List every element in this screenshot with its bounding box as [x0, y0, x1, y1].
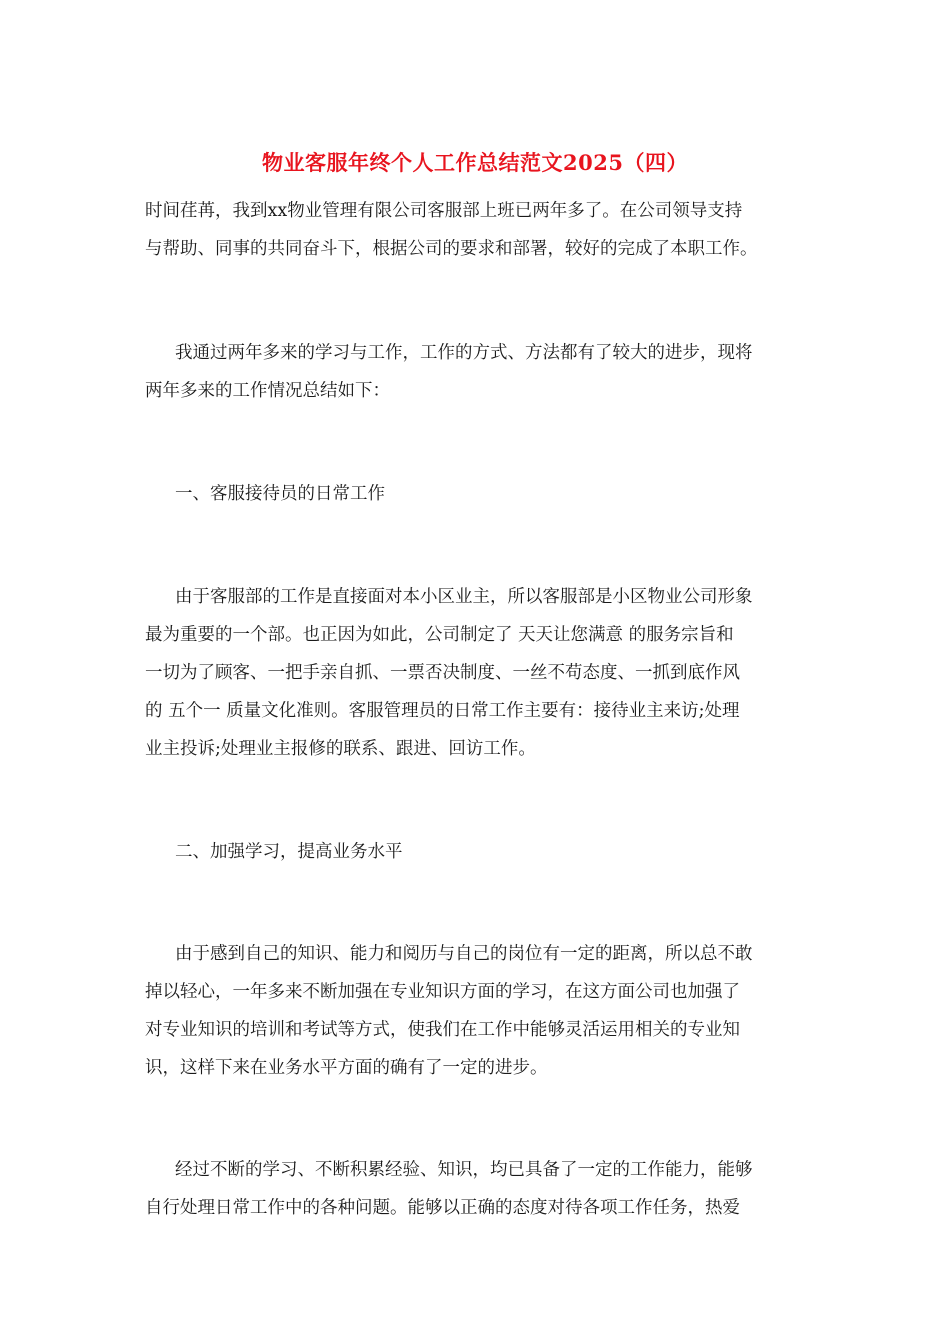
- paragraph-line: 经过不断的学习、不断积累经验、知识，均已具备了一定的工作能力，能够: [175, 1160, 753, 1180]
- document-title: 物业客服年终个人工作总结范文2025（四）: [262, 150, 688, 175]
- paragraph-line: 对专业知识的培训和考试等方式，使我们在工作中能够灵活运用相关的专业知: [145, 1020, 740, 1040]
- paragraph-line: 掉以轻心，一年多来不断加强在专业知识方面的学习，在这方面公司也加强了: [145, 982, 740, 1002]
- paragraph-line: 两年多来的工作情况总结如下：: [145, 381, 390, 401]
- paragraph-line: 业主投诉;处理业主报修的联系、跟进、回访工作。: [145, 739, 536, 759]
- paragraph-line: 我通过两年多来的学习与工作，工作的方式、方法都有了较大的进步，现将: [175, 343, 753, 363]
- paragraph-line: 自行处理日常工作中的各种问题。能够以正确的态度对待各项工作任务，热爱: [145, 1198, 740, 1218]
- paragraph-line: 的 五个一 质量文化准则。客服管理员的日常工作主要有：接待业主来访;处理: [145, 701, 740, 721]
- paragraph-line: 一切为了顾客、一把手亲自抓、一票否决制度、一丝不苟态度、一抓到底作风: [145, 663, 740, 683]
- section-heading: 一、客服接待员的日常工作: [175, 484, 385, 504]
- paragraph-line: 识，这样下来在业务水平方面的确有了一定的进步。: [145, 1058, 548, 1078]
- paragraph-line: 与帮助、同事的共同奋斗下，根据公司的要求和部署，较好的完成了本职工作。: [145, 239, 758, 259]
- paragraph-line: 由于客服部的工作是直接面对本小区业主，所以客服部是小区物业公司形象: [175, 587, 753, 607]
- paragraph-line: 由于感到自己的知识、能力和阅历与自己的岗位有一定的距离，所以总不敢: [175, 944, 753, 964]
- section-heading: 二、加强学习，提高业务水平: [175, 842, 403, 862]
- paragraph-line: 时间荏苒，我到xx物业管理有限公司客服部上班已两年多了。在公司领导支持: [145, 201, 743, 221]
- paragraph-line: 最为重要的一个部。也正因为如此，公司制定了 天天让您满意 的服务宗旨和: [145, 625, 734, 645]
